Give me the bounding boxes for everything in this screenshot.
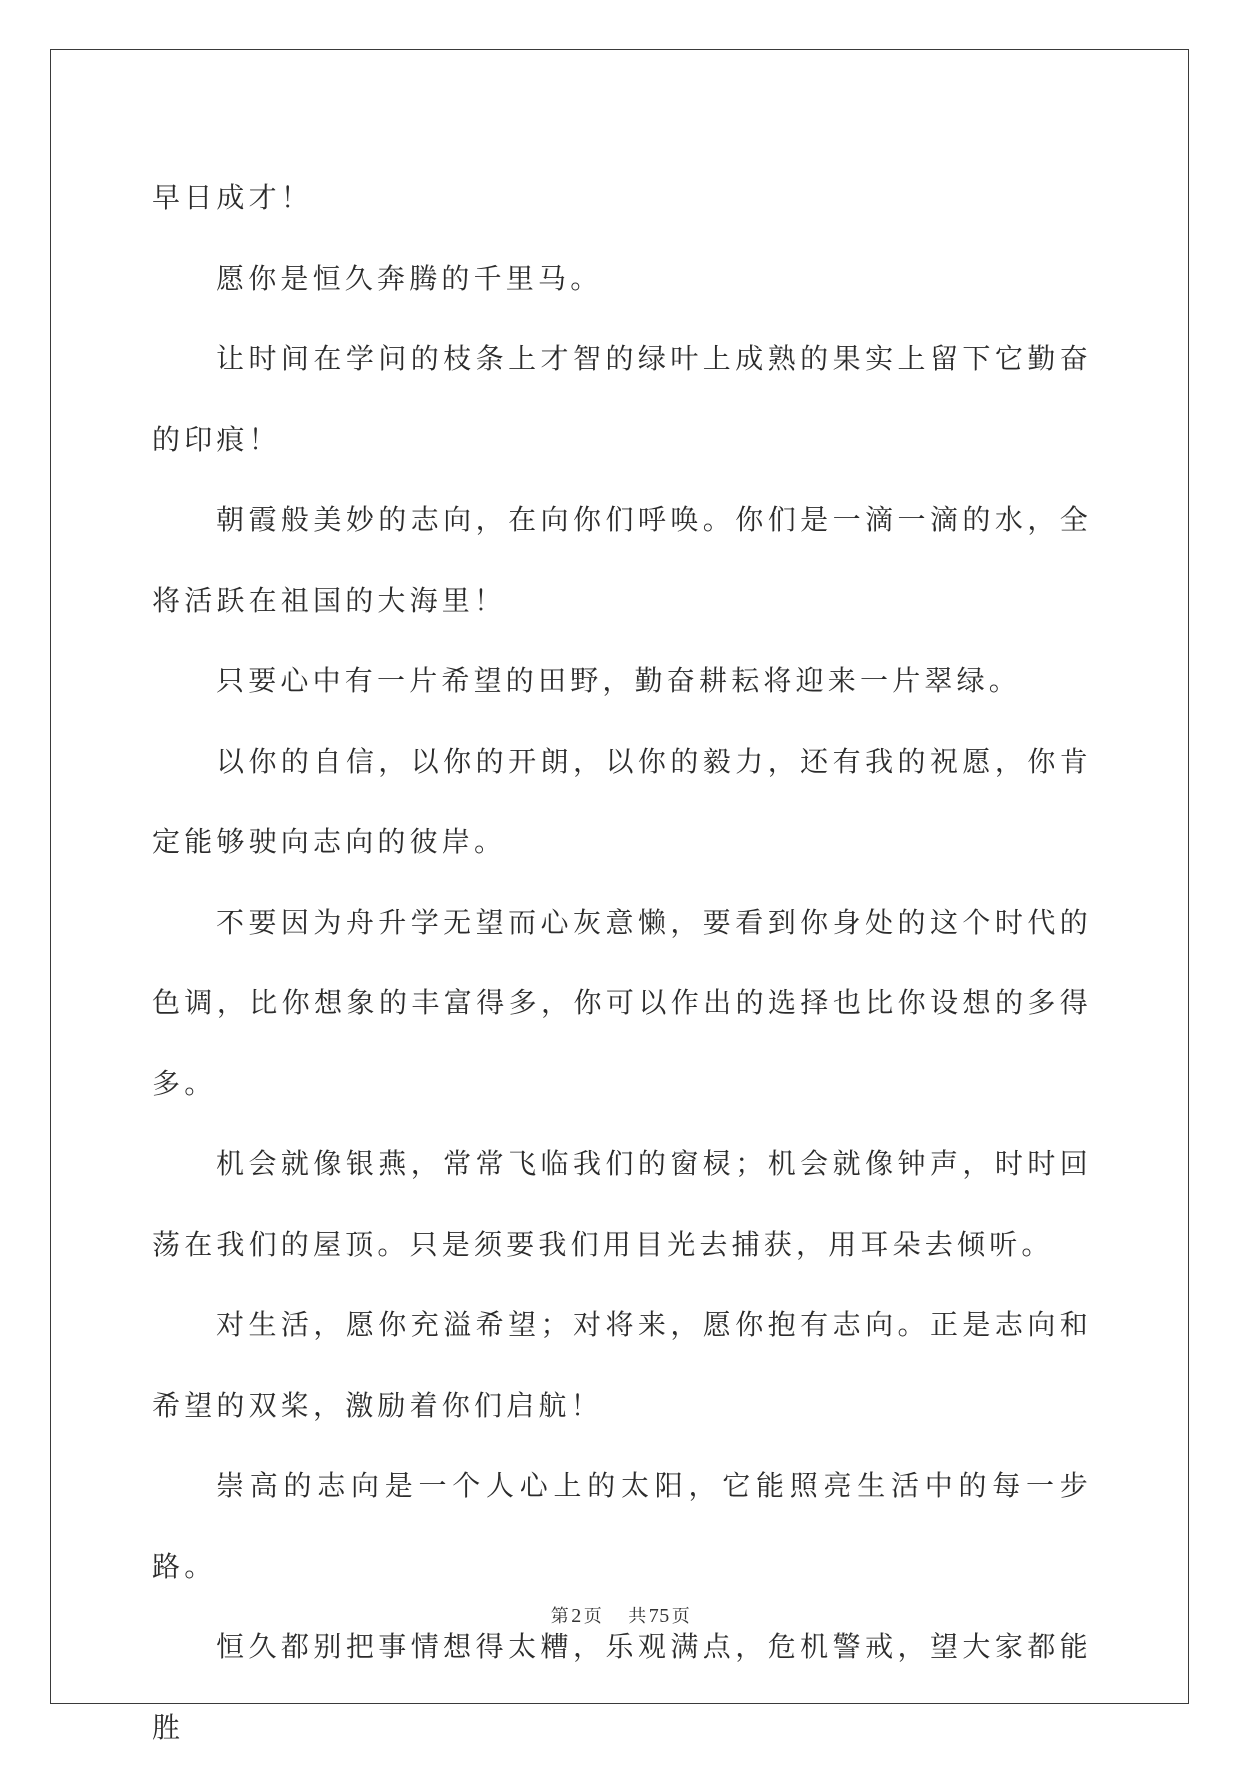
paragraph: 崇高的志向是一个人心上的太阳，它能照亮生活中的每一步路。 <box>152 1469 1092 1583</box>
total-pages: 75 <box>648 1605 670 1627</box>
document-body <box>152 158 1092 1768</box>
paragraph: 以你的自信，以你的开朗，以你的毅力，还有我的祝愿，你肯定能够驶向志向的彼岸。 <box>152 744 1092 858</box>
page-suffix: 页 <box>583 1606 603 1627</box>
paragraph: 愿你是恒久奔腾的千里马。 <box>216 261 603 295</box>
paragraph: 不要因为舟升学无望而心灰意懒，要看到你身处的这个时代的色调，比你想象的丰富得多，你可以作出的选择也比你设想的多得多。 <box>152 905 1092 1100</box>
paragraph: 早日成才！ <box>152 181 314 214</box>
total-prefix: 共 <box>628 1606 647 1627</box>
paragraph: 朝霞般美妙的志向，在向你们呼唤。你们是一滴一滴的水，全将活跃在祖国的大海里！ <box>152 503 1092 617</box>
page-prefix: 第 <box>550 1606 570 1627</box>
paragraph: 恒久都别把事情想得太糟，乐观满点，危机警戒，望大家都能胜 <box>152 1630 1092 1744</box>
paragraph: 机会就像银燕，常常飞临我们的窗棂；机会就像钟声，时时回荡在我们的屋顶。只是须要我们用目光去捕获，用耳朵去倾听。 <box>152 1147 1092 1261</box>
total-suffix: 页 <box>671 1606 691 1627</box>
page-footer <box>0 1602 1241 1628</box>
paragraph: 只要心中有一片希望的田野，勤奋耕耘将迎来一片翠绿。 <box>216 664 1022 697</box>
page-number: 2 <box>571 1605 582 1627</box>
paragraph: 对生活，愿你充溢希望；对将来，愿你抱有志向。正是志向和希望的双桨，激励着你们启航！ <box>152 1308 1092 1422</box>
paragraph: 让时间在学问的枝条上才智的绿叶上成熟的果实上留下它勤奋的印痕！ <box>152 342 1092 456</box>
